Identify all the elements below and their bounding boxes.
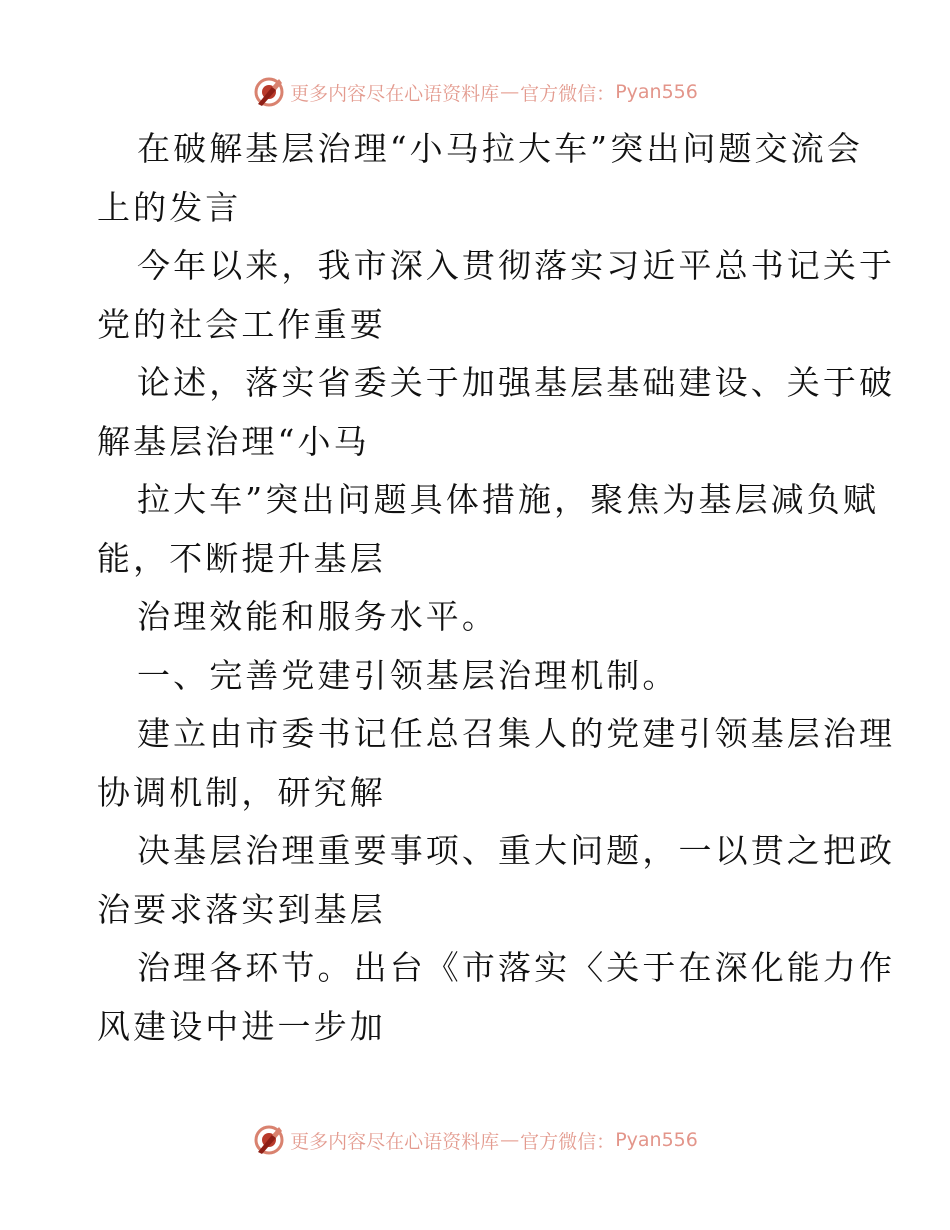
- watermark-wechat-id: Pyan556: [615, 81, 698, 103]
- watermark-dash: —: [500, 1129, 520, 1151]
- document-title-line-2: 上的发言: [97, 187, 242, 227]
- watermark-official-text: 官方微信：: [520, 1130, 616, 1153]
- paragraph-line: 协调机制，研究解: [97, 772, 386, 812]
- paragraph-line: 治理效能和服务水平。: [137, 597, 498, 636]
- paragraph-line: 风建设中进一步加: [97, 1006, 386, 1046]
- watermark-brand-text: 更多内容尽在心语资料库: [290, 82, 500, 105]
- watermark-brand-text: 更多内容尽在心语资料库: [290, 1130, 500, 1153]
- watermark-official-text: 官方微信：: [520, 82, 616, 105]
- header-watermark: [0, 72, 950, 112]
- watermark-dash: —: [500, 81, 520, 103]
- paragraph-line: 能，不断提升基层: [97, 538, 386, 578]
- paragraph-line: 治理各环节。出台《市落实〈关于在深化能力作: [137, 948, 896, 987]
- footer-watermark: [0, 1120, 950, 1160]
- paragraph-line: 治要求落实到基层: [97, 889, 386, 929]
- paragraph-line: 今年以来，我市深入贯彻落实习近平总书记关于: [137, 246, 896, 285]
- paragraph-line: 论述，落实省委关于加强基层基础建设、关于破: [137, 363, 896, 402]
- section-heading: 一、完善党建引领基层治理机制。: [137, 655, 679, 695]
- document-title-line-1: 在破解基层治理“小马拉大车”突出问题交流会: [137, 129, 863, 168]
- paragraph-line: 党的社会工作重要: [97, 304, 386, 344]
- document-body: [97, 120, 896, 1056]
- paragraph-line: 拉大车”突出问题具体措施，聚焦为基层减负赋: [137, 480, 879, 519]
- paragraph-line: 解基层治理“小马: [97, 421, 370, 461]
- watermark-wechat-id: Pyan556: [615, 1129, 698, 1151]
- pen-logo-icon: [252, 1123, 286, 1157]
- paragraph-line: 建立由市委书记任总召集人的党建引领基层治理: [137, 714, 896, 753]
- paragraph-line: 决基层治理重要事项、重大问题，一以贯之把政: [137, 831, 896, 870]
- pen-logo-icon: [252, 75, 286, 109]
